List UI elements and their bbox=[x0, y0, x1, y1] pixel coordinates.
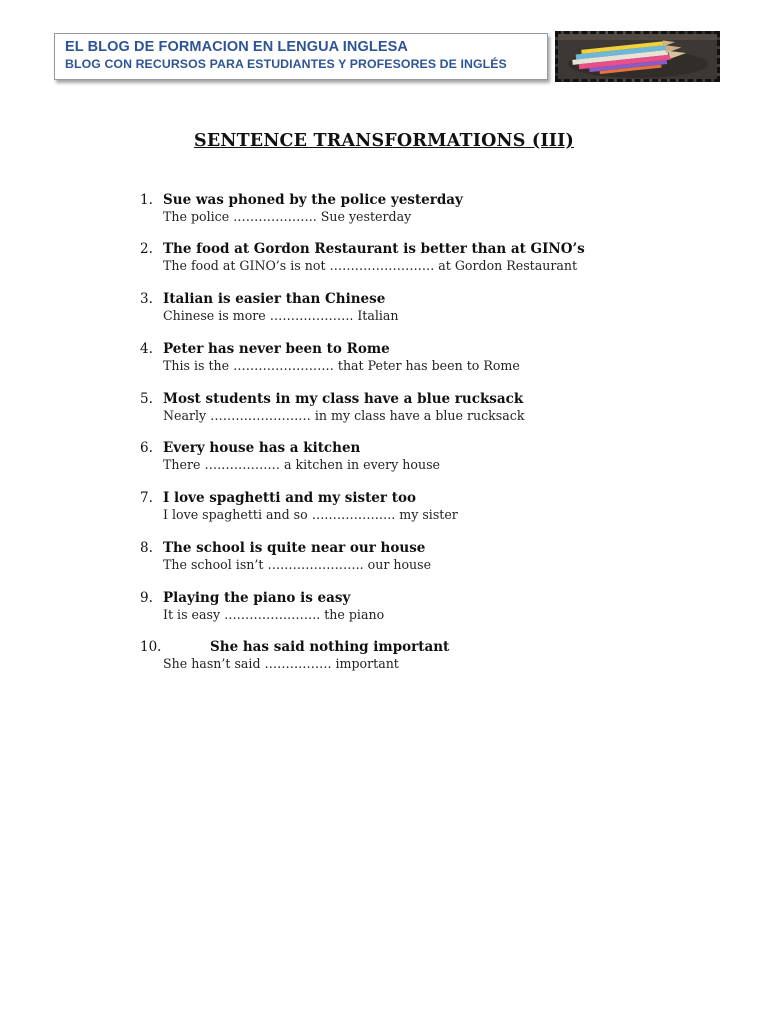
item-answer-line: The police ……………….. Sue yesterday bbox=[163, 209, 412, 224]
item-number: 7. bbox=[140, 490, 153, 506]
item-prompt: The school is quite near our house bbox=[163, 540, 426, 556]
blog-subtitle: BLOG CON RECURSOS PARA ESTUDIANTES Y PROFESORES DE INGLÉS bbox=[65, 57, 507, 71]
item-prompt: Most students in my class have a blue rucksack bbox=[163, 391, 524, 407]
item-prompt: Playing the piano is easy bbox=[163, 590, 351, 606]
item-answer-line: She hasn’t said ……………. important bbox=[163, 656, 399, 671]
item-answer-line: Chinese is more ……………….. Italian bbox=[163, 308, 399, 323]
item-answer-line: This is the …………………… that Peter has been to Rome bbox=[163, 358, 520, 373]
item-prompt: She has said nothing important bbox=[210, 639, 450, 655]
item-number: 2. bbox=[140, 241, 153, 257]
item-number: 5. bbox=[140, 391, 153, 407]
item-answer-line: I love spaghetti and so ……………….. my sister bbox=[163, 507, 458, 522]
item-number: 1. bbox=[140, 192, 153, 208]
item-prompt: I love spaghetti and my sister too bbox=[163, 490, 416, 506]
item-prompt: Peter has never been to Rome bbox=[163, 341, 390, 357]
item-answer-line: It is easy ………………….. the piano bbox=[163, 607, 385, 622]
item-prompt: Italian is easier than Chinese bbox=[163, 291, 386, 307]
item-number: 4. bbox=[140, 341, 153, 357]
item-prompt: The food at Gordon Restaurant is better than at GINO’s bbox=[163, 241, 585, 257]
item-prompt: Every house has a kitchen bbox=[163, 440, 361, 456]
blog-title: EL BLOG DE FORMACION EN LENGUA INGLESA bbox=[65, 39, 408, 55]
item-answer-line: The food at GINO’s is not ……………………. at Gordon Restaurant bbox=[163, 258, 578, 273]
colored-pencils-icon bbox=[558, 34, 717, 79]
item-number: 10. bbox=[140, 639, 162, 655]
item-number: 3. bbox=[140, 291, 153, 307]
item-number: 8. bbox=[140, 540, 153, 556]
item-number: 6. bbox=[140, 440, 153, 456]
item-answer-line: There ……………… a kitchen in every house bbox=[163, 457, 440, 472]
blog-header-banner bbox=[54, 33, 548, 80]
item-prompt: Sue was phoned by the police yesterday bbox=[163, 192, 463, 208]
colored-pencils-photo bbox=[555, 31, 720, 82]
item-answer-line: Nearly …………………… in my class have a blue rucksack bbox=[163, 408, 525, 423]
page-title: SENTENCE TRANSFORMATIONS (III) bbox=[194, 131, 574, 151]
item-number: 9. bbox=[140, 590, 153, 606]
item-answer-line: The school isn’t ………………….. our house bbox=[163, 557, 432, 572]
